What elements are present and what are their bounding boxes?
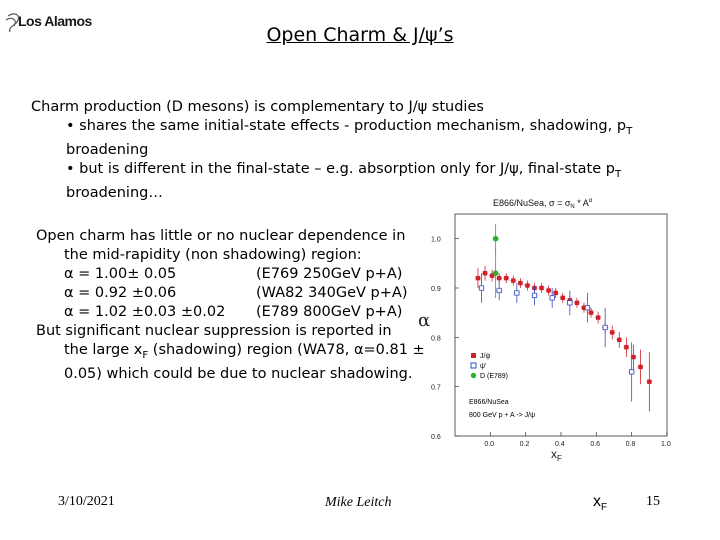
data-point: [629, 370, 633, 374]
xf-axis-label: $x_F$: [551, 447, 562, 463]
bullet-2: • but is different in the final-state – e.g. absorption only for J/ψ, final-state $p_T$ broadening…: [66, 160, 622, 201]
data-point: [493, 270, 499, 276]
data-point: [497, 276, 501, 280]
y-tick-label: 0.8: [431, 335, 441, 343]
data-point: [532, 293, 536, 297]
body-line: But significant nuclear suppression is reported in: [36, 323, 392, 339]
bullet-1: • shares the same initial-state effects - production mechanism, shadowing, $p_T$ broadening: [66, 118, 633, 158]
measurement-row: α = 1.02 ±0.03 ±0.02 (E789 800GeV p+A): [64, 304, 403, 320]
data-point: [554, 291, 558, 295]
body-text: [36, 227, 426, 384]
xf-label: $x_F$: [593, 493, 608, 514]
body-line: 0.05) which could be due to nuclear shadowing.: [64, 365, 413, 382]
legend-entry-psiprime: [471, 363, 486, 370]
data-point: [603, 325, 607, 329]
x-tick-label: 0.0: [484, 441, 495, 448]
data-point: [493, 236, 499, 242]
logo-text: Los Alamos: [18, 13, 92, 29]
body-line: Open charm has little or no nuclear dependence in: [36, 228, 406, 244]
data-point: [539, 286, 543, 290]
data-point: [589, 310, 593, 314]
data-series: [475, 224, 652, 411]
data-point: [550, 296, 554, 300]
alpha-axis-label: α: [418, 310, 431, 331]
plot-note-1: E866/NuSea: [469, 399, 509, 406]
legend-label: D (E789): [480, 373, 509, 380]
plot-title: E866/NuSea, $\sigma = \sigma_N * A^\alpha$: [493, 198, 593, 210]
data-point: [624, 345, 628, 349]
body-line: the large $x_F$ (shadowing) region (WA78, α=0.81 ±: [64, 342, 425, 361]
measurement-row: α = 0.92 ±0.06 (WA82 340GeV p+A): [64, 285, 408, 301]
data-point: [561, 296, 565, 300]
intro-line: Charm production (D mesons) is complementary to J/ψ studies: [31, 99, 484, 115]
data-point: [575, 301, 579, 305]
legend-label: ψ': [480, 363, 487, 370]
data-point: [596, 315, 600, 319]
y-tick-label: 0.7: [431, 384, 441, 392]
y-tick-label: 0.6: [431, 434, 441, 441]
y-tick-labels: [431, 237, 441, 441]
intro-text: [31, 98, 701, 203]
legend-label: J/ψ: [480, 353, 491, 360]
legend-marker: [471, 363, 476, 368]
footer-date: 3/10/2021: [58, 494, 115, 509]
data-point: [546, 288, 550, 292]
measurement-row: α = 1.00± 0.05 (E769 250GeV p+A): [64, 266, 403, 282]
data-point: [497, 288, 501, 292]
footer-author: Mike Leitch: [325, 495, 392, 510]
x-tick-label: 1.0: [661, 441, 671, 448]
alpha-vs-xf-plot: [425, 192, 685, 464]
page-number: 15: [646, 494, 660, 509]
data-point: [638, 365, 642, 369]
x-tick-label: 0.2: [519, 441, 530, 448]
data-point: [483, 271, 487, 275]
data-point: [610, 330, 614, 334]
data-point: [476, 276, 480, 280]
data-point: [525, 283, 529, 287]
legend-marker: [471, 353, 476, 358]
data-point: [617, 338, 621, 342]
series-0: [475, 266, 652, 412]
data-point: [479, 286, 483, 290]
data-point: [511, 278, 515, 282]
series-2: [493, 224, 499, 298]
y-tick-label: 0.9: [431, 286, 441, 293]
plot-legend: [471, 353, 508, 380]
x-tick-label: 0.4: [555, 441, 565, 448]
legend-marker: [471, 373, 476, 378]
data-point: [585, 306, 589, 310]
legend-entry-jpsi: [471, 353, 490, 360]
y-tick-label: 1.0: [431, 236, 441, 244]
data-point: [647, 380, 651, 384]
x-tick-label: 0.6: [590, 441, 601, 448]
x-tick-label: 0.8: [625, 441, 636, 448]
data-point: [518, 281, 522, 285]
plot-ticks: [455, 239, 667, 436]
data-point: [568, 301, 572, 305]
plot-note-2: 800 GeV p + A -> J/ψ: [469, 412, 536, 419]
x-tick-labels: [484, 441, 671, 448]
legend-entry-d: [471, 373, 508, 380]
data-point: [504, 276, 508, 280]
slide-title: Open Charm & J/ψ’s: [266, 24, 454, 46]
body-line: the mid-rapidity (non shadowing) region:: [64, 247, 362, 263]
data-point: [515, 291, 519, 295]
